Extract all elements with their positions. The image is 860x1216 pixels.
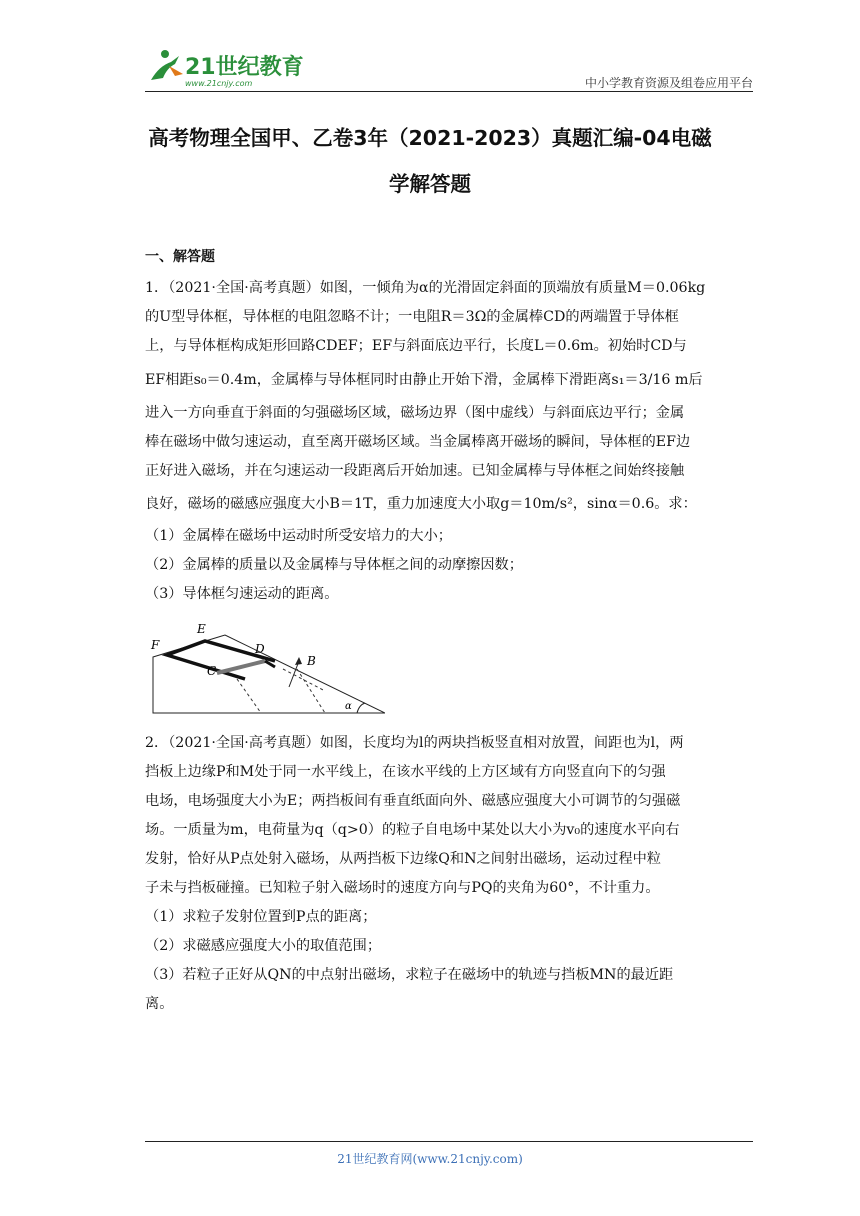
q1-line: 进入一方向垂直于斜面的匀强磁场区域，磁场边界（图中虚线）与斜面底边平行；金属 xyxy=(145,405,685,421)
logo-21cnjy xyxy=(145,46,315,90)
q2-line: 挡板上边缘P和M处于同一水平线上，在该水平线的上方区域有方向竖直向下的匀强 xyxy=(145,764,666,780)
incline-diagram xyxy=(145,617,385,719)
label-C: C xyxy=(207,664,217,678)
q1-line: 上，与导体框构成矩形回路CDEF；EF与斜面底边平行，长度L＝0.6m。初始时CD与 xyxy=(145,338,687,354)
q2-line: 场。一质量为m，电荷量为q（q>0）的粒子自电场中某处以大小为v₀的速度水平向右 xyxy=(145,822,680,838)
header-divider xyxy=(145,91,753,92)
q1-sub: （1）金属棒在磁场中运动时所受安培力的大小； xyxy=(145,528,452,544)
q1-line: 棒在磁场中做匀速运动，直至离开磁场区域。当金属棒离开磁场的瞬间，导体框的EF边 xyxy=(145,434,691,450)
footer-link[interactable]: 21世纪教育网(www.21cnjy.com) xyxy=(337,1152,523,1166)
page-title xyxy=(100,115,760,207)
q2-sub: （2）求磁感应强度大小的取值范围； xyxy=(145,938,382,954)
footer-divider xyxy=(145,1141,753,1142)
q1-sub: （3）导体框匀速运动的距离。 xyxy=(145,586,339,602)
label-alpha: α xyxy=(345,701,352,712)
q1-line: 的U型导体框，导体框的电阻忽略不计；一电阻R＝3Ω的金属棒CD的两端置于导体框 xyxy=(145,309,679,325)
q1-sub: （2）金属棒的质量以及金属棒与导体框之间的动摩擦因数； xyxy=(145,557,523,573)
q2-line: 子未与挡板碰撞。已知粒子射入磁场时的速度方向与PQ的夹角为60°，不计重力。 xyxy=(145,880,660,896)
title-line-1: 高考物理全国甲、乙卷3年（2021-2023）真题汇编-04电磁 xyxy=(148,126,712,150)
q1-line: 良好，磁场的磁感应强度大小B＝1T，重力加速度大小取g＝10m/s²，sinα＝0.6。求： xyxy=(145,496,697,512)
q2-sub: 离。 xyxy=(145,996,174,1012)
content xyxy=(145,243,715,1019)
question-2 xyxy=(145,729,715,1019)
q2-sub: （3）若粒子正好从QN的中点射出磁场，求粒子在磁场中的轨迹与挡板MN的最近距 xyxy=(145,967,674,983)
logo-text: 21世纪教育 xyxy=(185,55,304,80)
q2-line: 电场，电场强度大小为E；两挡板间有垂直纸面向外、磁感应强度大小可调节的匀强磁 xyxy=(145,793,681,809)
label-B: B xyxy=(307,654,316,668)
q1-line: 正好进入磁场，并在匀速运动一段距离后开始加速。已知金属棒与导体框之间始终接触 xyxy=(145,463,685,479)
label-E: E xyxy=(197,622,206,636)
q2-sub: （1）求粒子发射位置到P点的距离； xyxy=(145,909,377,925)
section-heading: 一、解答题 xyxy=(145,249,215,265)
label-F: F xyxy=(151,638,160,652)
q2-line: 发射，恰好从P点处射入磁场，从两挡板下边缘Q和N之间射出磁场，运动过程中粒 xyxy=(145,851,661,867)
title-line-2: 学解答题 xyxy=(389,172,471,196)
q1-line: 1．（2021·全国·高考真题）如图，一倾角为α的光滑固定斜面的顶端放有质量M＝0.06kg xyxy=(145,280,706,296)
incline-figure xyxy=(145,617,715,719)
page-header xyxy=(145,46,753,92)
q1-line: EF相距s₀＝0.4m，金属棒与导体框同时由静止开始下滑，金属棒下滑距离s₁＝3/16 m后 xyxy=(145,372,703,388)
question-1 xyxy=(145,274,715,719)
logo-url: www.21cnjy.com xyxy=(185,79,253,88)
q2-line: 2．（2021·全国·高考真题）如图，长度均为l的两块挡板竖直相对放置，间距也为l，两 xyxy=(145,735,684,751)
platform-name: 中小学教育资源及组卷应用平台 xyxy=(584,76,753,90)
label-D: D xyxy=(255,642,265,656)
